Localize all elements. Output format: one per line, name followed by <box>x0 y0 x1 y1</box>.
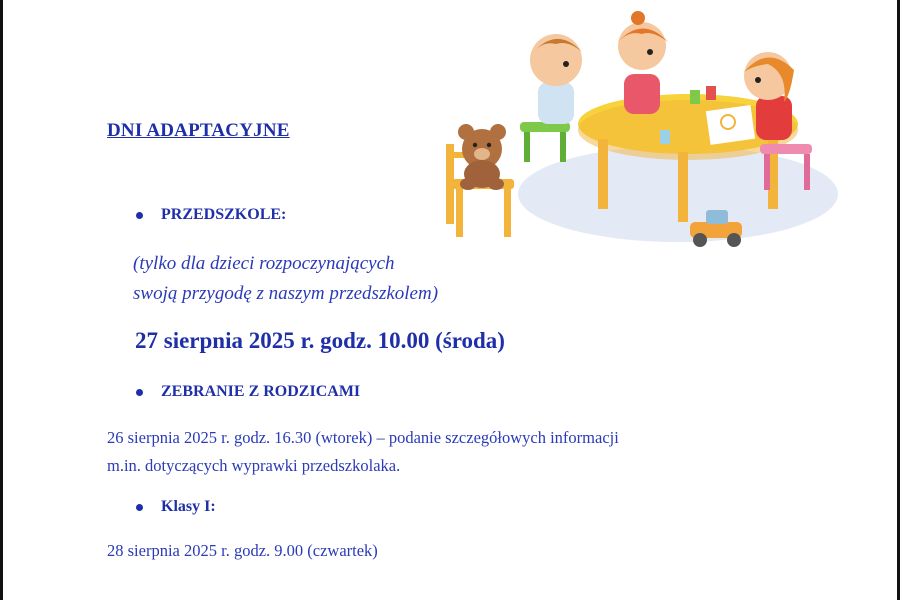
paragraph-line: m.in. dotyczących wyprawki przedszkolaka. <box>107 456 401 475</box>
bullet-icon <box>136 389 143 396</box>
paragraph-line: 28 sierpnia 2025 r. godz. 9.00 (czwartek) <box>107 541 378 560</box>
paint-pot-icon <box>690 90 700 104</box>
bullet-przedszkole <box>136 206 286 224</box>
bullet-zebranie <box>136 383 360 401</box>
page-title: DNI ADAPTACYJNE <box>107 120 290 141</box>
paint-pot-icon <box>660 130 670 144</box>
przedszkole-date: 27 sierpnia 2025 r. godz. 10.00 (środa) <box>135 328 505 353</box>
section-label: ZEBRANIE Z RODZICAMI <box>161 383 361 400</box>
paint-pot-icon <box>706 86 716 100</box>
teddy-bear-icon <box>458 124 506 190</box>
klasy-details <box>107 537 378 565</box>
children-at-table-illustration <box>438 4 840 252</box>
section-label: PRZEDSZKOLE: <box>161 206 287 223</box>
note-line: (tylko dla dzieci rozpoczynających <box>133 253 395 274</box>
przedszkole-note <box>133 249 438 309</box>
bullet-klasy <box>136 498 216 516</box>
paragraph-line: 26 sierpnia 2025 r. godz. 16.30 (wtorek) – podanie szczegółowych informacji <box>107 428 619 447</box>
bullet-icon <box>136 212 143 219</box>
boy-child-icon <box>520 34 582 162</box>
note-line: swoją przygodę z naszym przedszkolem) <box>133 283 439 304</box>
zebranie-details <box>107 424 619 480</box>
bullet-icon <box>136 504 143 511</box>
section-label: Klasy I: <box>161 498 216 515</box>
